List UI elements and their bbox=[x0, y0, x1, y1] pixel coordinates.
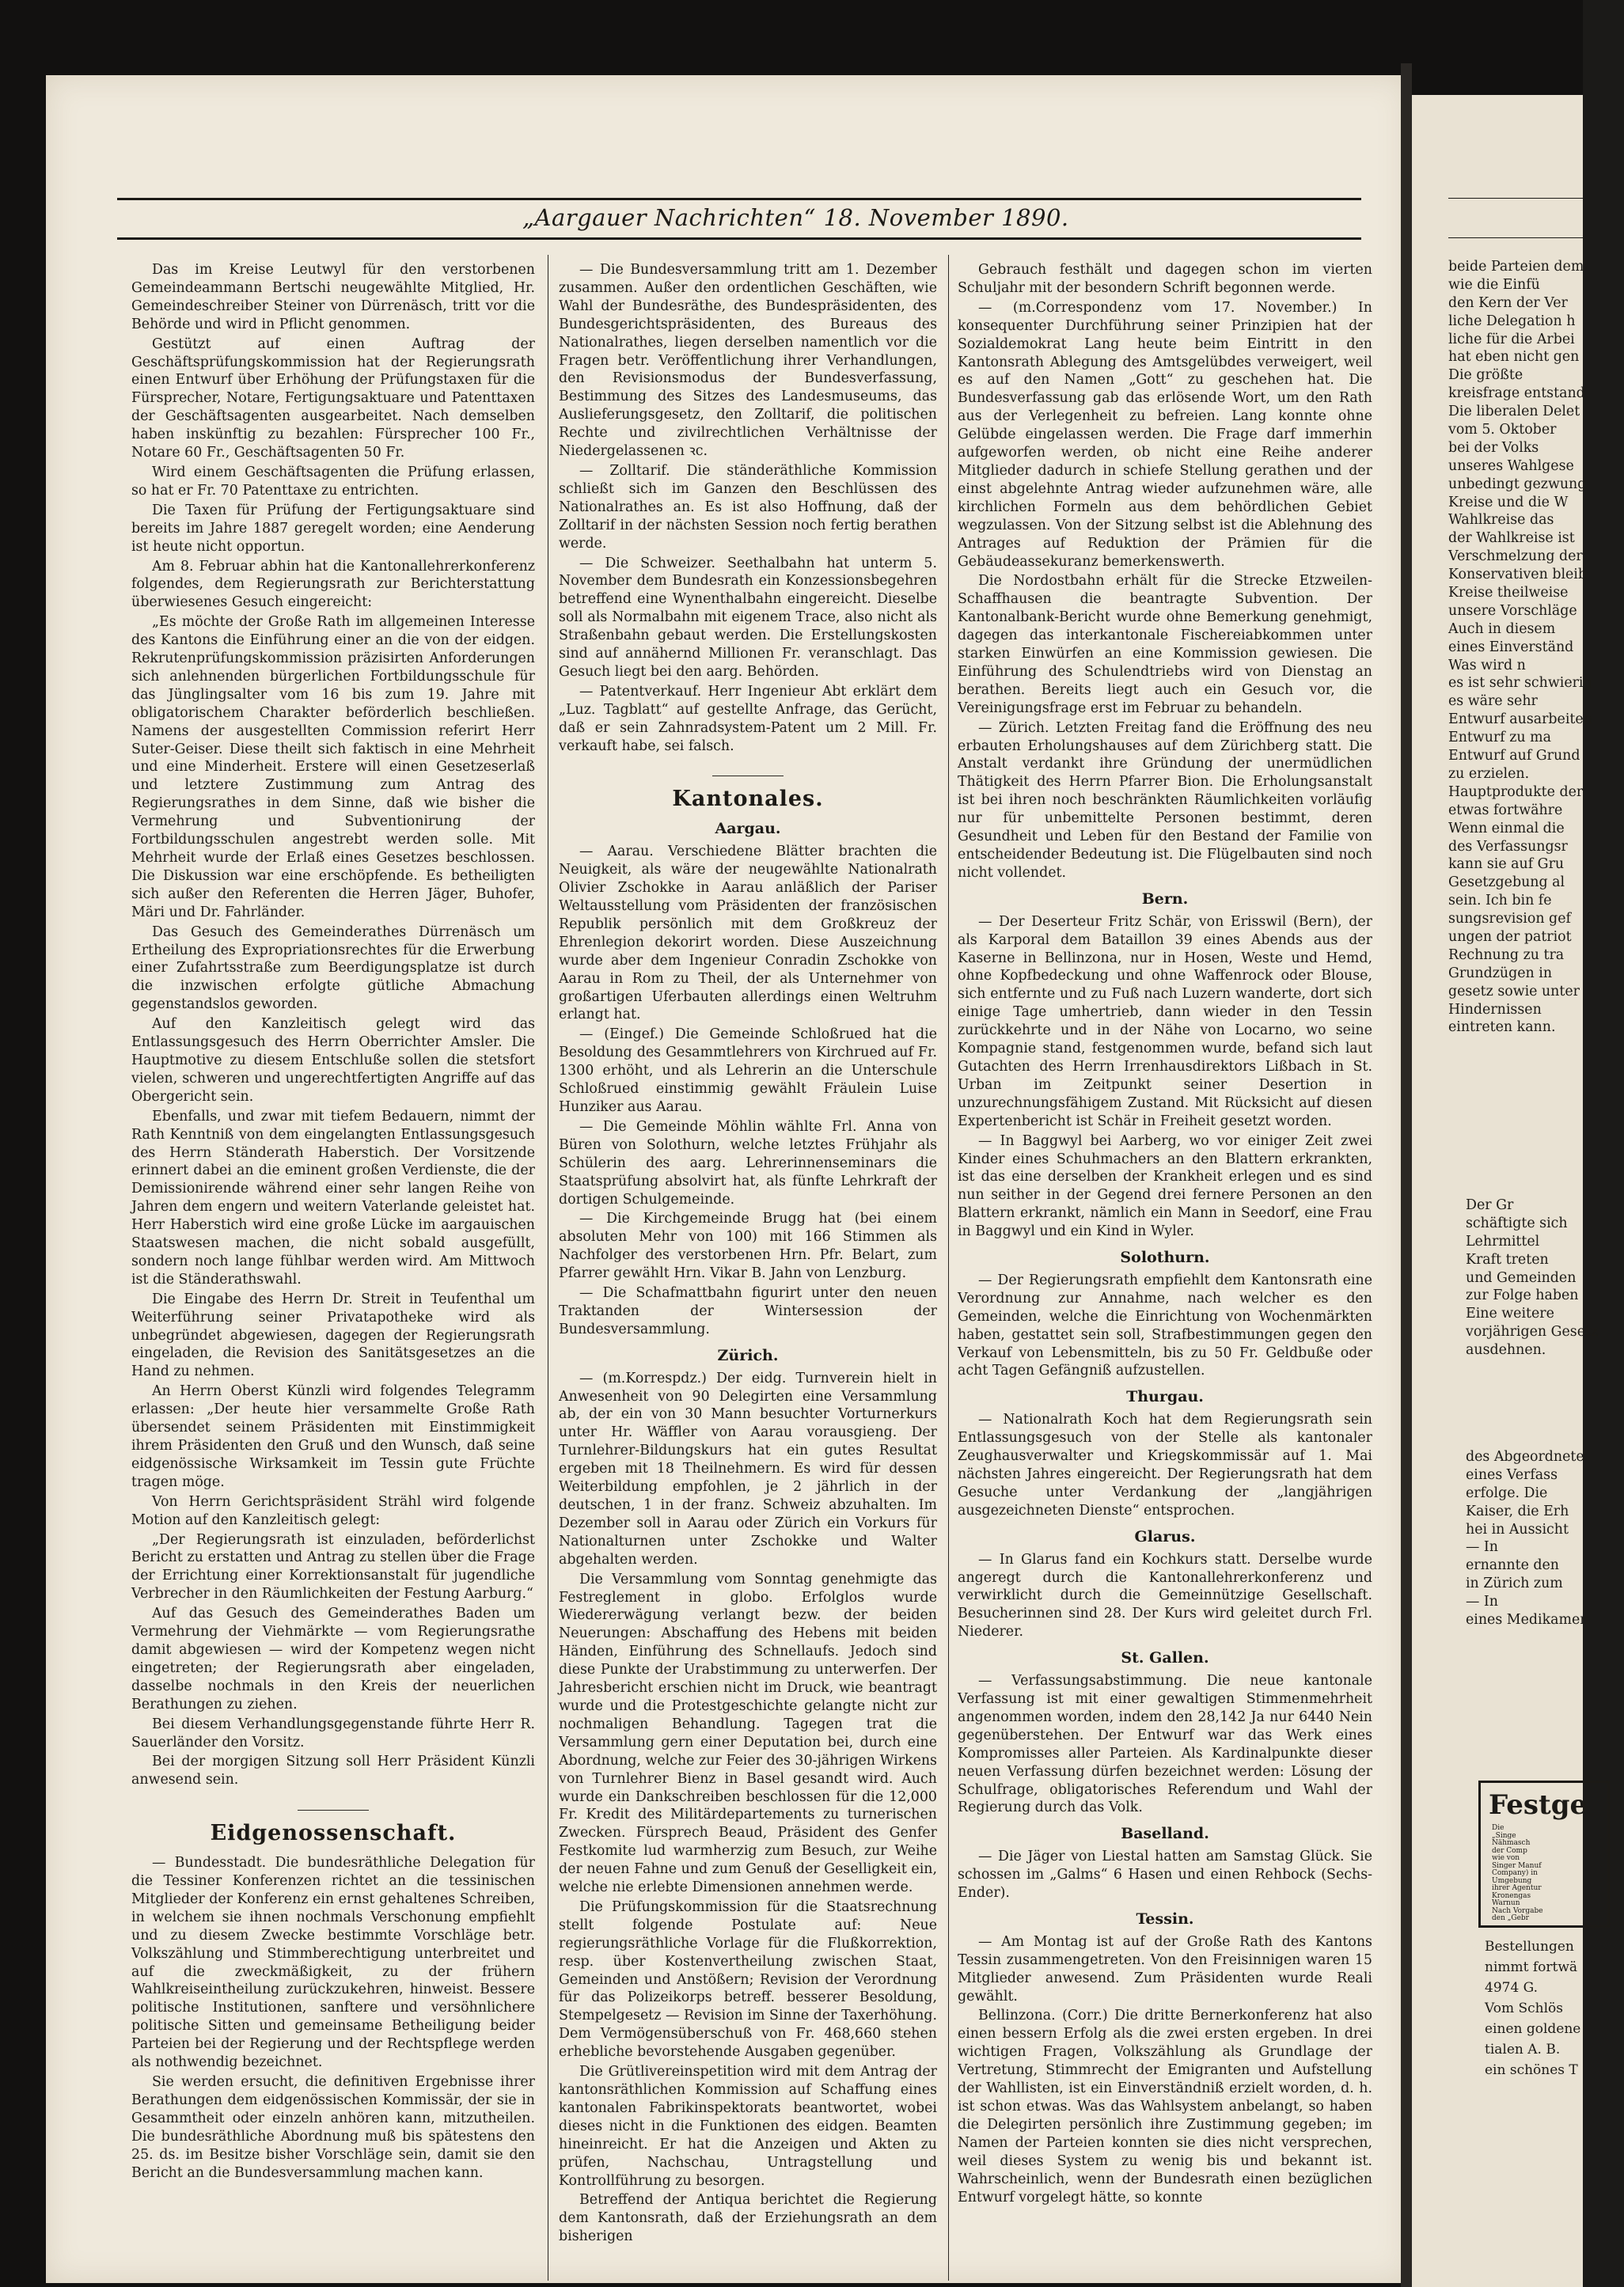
article-paragraph: — Die Schweizer. Seethalbahn hat unterm 5. November dem Bundesrath ein Konzessionsbegehren betreffend eine Wynenthalbahn eingereicht. Dieselbe soll als Normalbahn mit eigenem Trace, also nicht als Straßenbahn gebaut werden. Die Erstellungskosten sind auf annähernd Millionen Fr. veranschlagt. Das Gesuch liegt bei den aarg. Behörden. bbox=[559, 555, 937, 680]
text-line: Grundzügen in bbox=[1448, 965, 1553, 981]
column-3 bbox=[958, 261, 1372, 2283]
article-paragraph: — In Glarus fand ein Kochkurs statt. Derselbe wurde angeregt durch die Kantonallehrerkonferenz und verwirklicht durch die Gemeinnützige Gesellschaft. Besucherinnen sind 28. Der Kurs wird geleitet durch Frl. Niederer. bbox=[958, 1551, 1372, 1640]
column-divider-2 bbox=[948, 255, 949, 2281]
article-paragraph: — Verfassungsabstimmung. Die neue kantonale Verfassung ist mit einer gewaltigen Stimmenmehrheit angenommen worden, indem den 28,142 Ja nur 6440 Nein gegenüberstehen. Der Entwurf war das Werk eines Kompromisses aller Parteien. Als Kardinalpunkte dieser neuen Verfassung dürfen bezeichnet werden: Lösung der Schulfrage, obligatorisches Referendum und Wahl der Regierung durch das Volk. bbox=[958, 1673, 1372, 1816]
advertisement-line: Kronengas bbox=[1492, 1891, 1531, 1900]
text-line: des Verfassungsr bbox=[1448, 838, 1568, 855]
text-line: Was wird n bbox=[1448, 657, 1526, 673]
article-paragraph: Die Taxen für Prüfung der Fertigungsaktuare sind bereits im Jahre 1887 geregelt worden; eine Aenderung ist heute nicht opportun. bbox=[131, 502, 535, 555]
text-line: Wahlkreise das bbox=[1448, 512, 1554, 529]
article-paragraph: Ebenfalls, und zwar mit tiefem Bedauern, nimmt der Rath Kenntniß von dem eingelangten Entlassungsgesuch des Herrn Ständerath Haberstich. Der Vorsitzende erinnert dabei an die eminent großen Verdienste, die der Demissionirende während einer sehr langen Reihe von Jahren dem engern und weitern Vaterlande geleistet hat. Herr Haberstich wird eine große Lücke im aargauischen Staatswesen machen, die nicht sobald ausgefüllt, sondern noch lange fühlbar werden wird. Am Mittwoch ist die Ständerathswahl. bbox=[131, 1108, 535, 1288]
text-line: vorjährigen Gesetz bbox=[1466, 1324, 1599, 1341]
advertisement-line: Nach Vorgabe bbox=[1492, 1906, 1543, 1915]
text-line: Eine weitere bbox=[1466, 1306, 1554, 1322]
article-paragraph: — Nationalrath Koch hat dem Regierungsrath sein Entlassungsgesuch von der Stelle als kantonaler Zeughausverwalter und Kriegskommissär auf 1. Mai nächsten Jahres eingereicht. Der Regierungsrath hat dem Gesuche unter Verdankung der „langjährigen ausgezeichneten Dienste“ entsprochen. bbox=[958, 1412, 1372, 1519]
text-line: Gesetzgebung al bbox=[1448, 874, 1565, 891]
subsection-articles bbox=[958, 1411, 1372, 1519]
adjacent-page-text-middle bbox=[1466, 1197, 1624, 1360]
column-1-articles bbox=[131, 261, 535, 1789]
article-paragraph: — Am Montag ist auf der Große Rath des Kantons Tessin zusammengetreten. Von den Freisinnigen waren 15 Mitglieder anwesend. Zum Präsidenten wurde Reali gewählt. bbox=[958, 1933, 1372, 2004]
text-line: eintreten kann. bbox=[1448, 1019, 1556, 1036]
advertisement-line: wie von bbox=[1492, 1854, 1520, 1862]
advertisement-line: der Comp bbox=[1492, 1846, 1527, 1855]
article-paragraph: Die Eingabe des Herrn Dr. Streit in Teufenthal um Weiterführung seiner Privatapotheke wird als unbegründet abgewiesen, dagegen der Regierungsrath eingeladen, die Revision des Sanitätsgesetzes an die Hand zu nehmen. bbox=[131, 1291, 535, 1380]
article-paragraph: — Der Deserteur Fritz Schär, von Erisswil (Bern), der als Karporal dem Bataillon 39 eines Abends aus der Kaserne in Bellinzona, nur in Hosen, Weste und Hemd, ohne Kopfbedeckung und ohne Waffenrock oder Blouse, sich entfernte und zu Fuß nach Luzern wanderte, dort sich einige Tage umhertrieb, dann wieder in den Tessin zurückkehrte und in der Nähe von Locarno, wo seine Kompagnie stand, festgenommen wurde, befand sich laut Gutachten des Herrn Irrenhausdirektors Lißbach in St. Urban im Zeitpunkt seiner Desertion in unzurechnungsfähigem Zustand. Mit Rücksicht auf diesen Expertenbericht ist Schär in Freiheit gesetzt worden. bbox=[958, 913, 1372, 1129]
article-paragraph: An Herrn Oberst Künzli wird folgendes Telegramm erlassen: „Der heute hier versammelte Große Rath übersendet seinem Präsidenten mit Einstimmigkeit ihrem Präsidenten den Gruß und den Wunsch, daß seine eidgenössische Wirksamkeit im Tessin gute Früchte tragen möge. bbox=[131, 1383, 535, 1490]
advertisement-footer-line: Vom Schlös bbox=[1485, 2001, 1563, 2016]
text-line: und Gemeinden bbox=[1466, 1269, 1577, 1286]
text-line: kann sie auf Gru bbox=[1448, 856, 1565, 873]
article-paragraph: — Die Gemeinde Möhlin wählte Frl. Anna von Büren von Solothurn, welche letztes Frühjahr als Schülerin des aarg. Lehrerinnenseminars die Staatsprüfung absolvirt hat, als fünfte Lehrkraft der dortigen Schulgemeinde. bbox=[559, 1118, 937, 1208]
subsection-articles bbox=[958, 913, 1372, 1241]
article-paragraph: — Aarau. Verschiedene Blätter brachten die Neuigkeit, als wäre der neugewählte Nationalrath Olivier Zschokke in Aarau anläßlich der Pariser Weltausstellung vom Präsidenten der französischen Republik persönlich mit dem Großkreuz der Ehrenlegion dekorirt worden. Diese Auszeichnung wurde aber dem Ingenieur Conradin Zschokke von Aarau in Rom zu Theil, der als Unternehmer von großartigen Uferbauten allerdings einen Weltruhm erlangt hat. bbox=[559, 844, 937, 1023]
text-line: Entwurf auf Grund bbox=[1448, 748, 1580, 764]
article-paragraph: Bellinzona. (Corr.) Die dritte Bernerkonferenz hat also einen bessern Erfolg als die zwei ersten ergeben. In drei wichtigen Fragen, Volkszählung als Grundlage der Vertretung, Stimmrecht der Emigranten und Aufstellung der Wahllisten, ist ein Einverständniß erzielt worden, d. h. ist schon etwas. Was das Wahlsystem anbelangt, so haben die Delegirten persönlich ihre Zustimmung gegeben; im Namen der Parteien konnten sie dies nicht versprechen, weil dieses System zu wenig bis und bekannt ist. Wahrscheinlich, wenn der Bundesrath einen bezüglichen Entwurf vorgelegt hätte, so konnte bbox=[958, 2008, 1372, 2205]
text-line: eines Medikamen bbox=[1466, 1612, 1589, 1629]
subsection-articles bbox=[958, 1551, 1372, 1642]
article-paragraph: Auf den Kanzleitisch gelegt wird das Entlassungsgesuch des Herrn Oberrichter Amsler. Die Hauptmotive zu diesem Entschluße sollen die stetsfort vielen, schweren und ungerechtfertigten Angriffe auf das Obergericht sein. bbox=[131, 1016, 535, 1105]
article-paragraph: „Es möchte der Große Rath im allgemeinen Interesse des Kantons die Einführung einer an die von der eidgen. Rekrutenprüfungskommission präzisirten Anforderungen sich anlehnenden bürgerlichen Fortbildungsschule für das Jünglingsalter vom 16 bis zum 19. Jahre mit obligatorischem Charakter beförderlich beschließen. Namens der ausgestellten Commission referirt Herr Suter-Geiser. Diese theilt sich faktisch in eine Mehrheit und eine Minderheit. Erstere will einen Gesetzeserlaß und letztere Zustimmung zum Antrag des Regierungsrathes in dem Sinne, daß wie bisher die Vermehrung und Subventionirung der Fortbildungsschulen angestrebt werden solle. Mit Mehrheit wurde der Erlaß eines Gesetzes beschlossen. Die Diskussion war eine erschöpfende. Es betheiligten sich außer den Referenten die Herren Jäger, Buhofer, Märi und Dr. Fahrländer. bbox=[131, 614, 535, 920]
text-line: eines Einverständ bbox=[1448, 639, 1574, 655]
subsection-title: Thurgau. bbox=[1126, 1388, 1204, 1406]
text-line: unsere Vorschläge bbox=[1448, 602, 1577, 619]
text-line: liche für die Arbei bbox=[1448, 331, 1575, 347]
text-line: etwas fortwähre bbox=[1448, 802, 1563, 818]
article-paragraph: Die Grütlivereinspetition wird mit dem Antrag der kantonsräthlichen Kommission auf Schaffung eines kantonalen Fabrikinspektorats beantwortet, wobei dieses nicht in die Funktionen des eidgen. Beamten hineinreicht. Er hat die Anzeigen und Akten zu prüfen, Nachschau, Untragstellung und Kontrollführung zu besorgen. bbox=[559, 2064, 937, 2189]
text-line: zur Folge haben bbox=[1466, 1288, 1579, 1304]
article-paragraph: — Die Jäger von Liestal hatten am Samstag Glück. Sie schossen im „Galms“ 6 Hasen und einen Rehbock (Sechs-Ender). bbox=[958, 1849, 1372, 1902]
header-rule-top bbox=[117, 198, 1361, 200]
column-2-articles bbox=[559, 261, 937, 755]
text-line: Kraft treten bbox=[1466, 1251, 1549, 1268]
section-title-kantonales: Kantonales. bbox=[672, 787, 824, 812]
eidgenossenschaft-articles bbox=[131, 1854, 535, 2182]
article-paragraph: Gestützt auf einen Auftrag der Geschäftsprüfungskommission hat der Regierungsrath einen Entwurf über Erhöhung der Prüfungstaxen für die Fürsprecher, Notare, Fertigungsaktuare und Patenttaxen der Geschäftsagenten ausgearbeitet. Nach demselben haben inskünftig zu bezahlen: Fürsprecher 100 Fr., Notare 60 Fr., Geschäftsagenten 50 Fr. bbox=[131, 336, 535, 461]
text-line: unbedingt gezwung bbox=[1448, 476, 1587, 492]
advertisement-footer-line: ein schönes T bbox=[1485, 2062, 1578, 2078]
text-line: Wenn einmal die bbox=[1448, 820, 1565, 836]
article-paragraph: — Der Regierungsrath empfiehlt dem Kantonsrath eine Verordnung zur Annahme, nach welcher es den Gemeinden, welche die Einrichtung von Wochenmärkten haben, gestattet sein soll, Strafbestimmungen gegen den Verkauf von Lebensmitteln, bis zu 50 Fr. Geldbuße oder acht Tagen Gefängniß aufzustellen. bbox=[958, 1272, 1372, 1379]
article-paragraph: Am 8. Februar abhin hat die Kantonallehrerkonferenz folgendes, dem Regierungsrath zur Berichterstattung überwiesenes Gesuch eingereicht: bbox=[131, 558, 535, 611]
article-paragraph: Gebrauch festhält und dagegen schon im vierten Schuljahr mit der besondern Schrift begonnen werde. bbox=[958, 262, 1372, 296]
text-line: Hauptprodukte der bbox=[1448, 783, 1584, 800]
text-line: beide Parteien dem bbox=[1448, 259, 1584, 275]
text-line: liche Delegation h bbox=[1448, 313, 1576, 329]
subsection-articles bbox=[958, 1272, 1372, 1380]
subsection-title: Tessin. bbox=[1136, 1910, 1194, 1928]
subsection-articles bbox=[958, 1672, 1372, 1817]
section-title-eidgenossenschaft: Eidgenossenschaft. bbox=[210, 1821, 457, 1846]
text-line: schäftigte sich bbox=[1466, 1215, 1568, 1231]
advertisement-footer-line: 4974 G. bbox=[1485, 1980, 1539, 1996]
subsection-title: St. Gallen. bbox=[1121, 1649, 1209, 1667]
text-line: Entwurf ausarbeiten bbox=[1448, 711, 1592, 728]
text-line: vom 5. Oktober bbox=[1448, 422, 1557, 438]
text-line: hat eben nicht gen bbox=[1448, 349, 1580, 366]
advertisement-line: Warnun bbox=[1492, 1899, 1520, 1907]
subsection-title: Baselland. bbox=[1121, 1825, 1209, 1843]
subsection-title: Solothurn. bbox=[1120, 1249, 1210, 1267]
article-paragraph: Bei diesem Verhandlungsgegenstande führte Herr R. Sauerländer den Vorsitz. bbox=[131, 1716, 535, 1750]
text-line: Kreise theilweise bbox=[1448, 585, 1569, 601]
page-gutter bbox=[1401, 63, 1412, 2287]
text-line: eines Verfass bbox=[1466, 1466, 1558, 1483]
subsection-title-aargau: Aargau. bbox=[715, 820, 781, 838]
advertisement-line: ihrer Agentur bbox=[1492, 1884, 1542, 1892]
text-line: der Wahlkreise ist bbox=[1448, 530, 1575, 547]
article-paragraph: — In Baggwyl bei Aarberg, wo vor einiger Zeit zwei Kinder eines Schuhmachers an den Blattern erkrankten, ist das eine derselben der Krankheit erlegen und es sind nun seither in der Gegend drei fernere Personen an den Blattern erkrankt, nämlich ein Mann in Seedorf, eine Frau in Baggwyl und ein Kind in Wyler. bbox=[958, 1132, 1372, 1240]
text-line: Lehrmittel bbox=[1466, 1233, 1540, 1250]
article-paragraph: — (m.Correspondenz vom 17. November.) In konsequenter Durchführung seiner Prinzipien hat der Sozialdemokrat Lang heute beim Eintritt in den Kantonsrath Ablegung des Amtsgelübdes verweigert, weil es auf den Namen „Gott“ zu geschehen hat. Die Bundesverfassung gab das erlösende Wort, um den Rath aus der Verlegenheit zu befreien. Lang konnte ohne Gelübde eingelassen werden. Die Frage darf immerhin aufgeworfen werden, ob nicht eine Reihe anderer Mitglieder dadurch in schiefe Stellung gerathen und der einst abgelehnte Antrag wieder aufzunehmen wäre, alle kirchlichen Formeln aus dem behördlichen Gebiet wegzulassen. Von der Sitzung selbst ist die Ablehnung des Antrages auf Reduktion der Prämien für die Gebäudeassekuranz bemerkenswerth. bbox=[958, 299, 1372, 570]
article-paragraph: — Die Schafmattbahn figurirt unter den neuen Traktanden der Wintersession der Bundesversammlung. bbox=[559, 1285, 937, 1337]
article-paragraph: Die Versammlung vom Sonntag genehmigte das Festreglement in globo. Erfolglos wurde Wiedererwägung verlangt bezw. der beiden Neuerungen: Abschaffung des Hebens mit beiden Händen, Einführung des Schnellaufs. Jedoch sind diese Punkte der Urabstimmung zu unterwerfen. Der Jahresbericht erschien nicht im Druck, wie beantragt wurde und die Protestgeschichte gelangte nicht zur nochmaligen Behandlung. Tagegen trat die Versammlung gern einer Deputation bei, durch eine Abordnung, welche zur Feier des 30-jährigen Wirkens von Turnlehrer Bienz in Basel gesandt wird. Auch wurde ein Dankschreiben beschlossen für die 12,000 Fr. Kredit des Militärdepartements zu turnerischen Zwecken. Fürsprech Beaud, Präsident des Genfer Festkomite lud warmherzig zum Besuch, zur Weihe der neuen Fahne und zum Genuß der Geselligkeit ein, welche nie erlebte Dimensionen annehmen werde. bbox=[559, 1571, 937, 1896]
page2-header-rule-top bbox=[1448, 198, 1583, 199]
adjacent-page-text-upper bbox=[1448, 258, 1607, 1037]
article-paragraph: „Der Regierungsrath ist einzuladen, beförderlichst Bericht zu erstatten und Antrag zu stellen über die Frage der Errichtung einer Korrektionsanstalt für jugendliche Verbrecher in den Räumlichkeiten der Festung Aarburg.“ bbox=[131, 1531, 535, 1602]
advertisement-footer-line: Bestellungen bbox=[1485, 1939, 1574, 1955]
advertisement-line: Die bbox=[1492, 1824, 1504, 1832]
text-line: sungsrevision gef bbox=[1448, 911, 1571, 927]
advertisement-line: Umgebung bbox=[1492, 1876, 1532, 1885]
article-paragraph: Betreffend der Antiqua berichtet die Regierung dem Kantonsrath, daß der Erziehungsrath an dem bisherigen bbox=[559, 2192, 937, 2245]
text-line: kreisfrage entstand bbox=[1448, 385, 1585, 402]
header-rule-bottom bbox=[117, 237, 1361, 240]
article-paragraph: Von Herrn Gerichtspräsident Strähl wird folgende Motion auf den Kanzleitisch gelegt: bbox=[131, 1493, 535, 1528]
text-line: Rechnung zu tra bbox=[1448, 946, 1565, 963]
article-paragraph: — Zürich. Letzten Freitag fand die Eröffnung des neu erbauten Erholungshauses auf dem Zürichberg statt. Die Anstalt verdankt ihre Gründung der unermüdlichen Thätigkeit des Herrn Pfarrer Bion. Die Erholungsanstalt ist bei ihren noch beschränkten Räumlichkeiten vorläufig nur für unbemittelte Personen bestimmt, deren Gesundheit und Leben für den Bestand der Familie von entscheidender Bedeutung ist. Die Flügelbauten sind noch nicht vollendet. bbox=[958, 719, 1372, 881]
text-line: bei der Volks bbox=[1448, 439, 1539, 456]
text-line: es wäre sehr bbox=[1448, 693, 1538, 710]
article-paragraph: — Zolltarif. Die ständeräthliche Kommission schließt sich im Ganzen den Beschlüssen des Nationalrathes an. Es ist also Hoffnung, daß der Zolltarif in der nächsten Session noch fertig berathen werde. bbox=[559, 462, 937, 552]
advertisement-title: Festge bbox=[1489, 1789, 1588, 1821]
advertisement-line: Singer Manuf bbox=[1492, 1861, 1542, 1870]
text-line: Die liberalen Delet bbox=[1448, 404, 1580, 420]
article-paragraph: Die Nordostbahn erhält für die Strecke Etzweilen-Schaffhausen die beantragte Subvention. Der Kantonalbank-Bericht wurde ohne Bemerkung genehmigt, dagegen das interkantonale Fischereiabkommen unter starken Einwürfen an eine Kommission gewiesen. Die Einführung des Schulendtriebs wird von Dienstag an berathen. Bereits liegt auch ein Gesuch vor, die Vereinigungsfrage erst im Februar zu behandeln. bbox=[958, 573, 1372, 716]
subsection-title: Glarus. bbox=[1134, 1527, 1196, 1546]
text-line: hei in Aussicht bbox=[1466, 1521, 1569, 1538]
text-line: — In bbox=[1466, 1594, 1498, 1610]
text-line: Verschmelzung der bbox=[1448, 548, 1583, 565]
text-line: in Zürich zum bbox=[1466, 1576, 1563, 1592]
text-line: des Abgeordnete bbox=[1466, 1449, 1584, 1465]
article-paragraph: Bei der morgigen Sitzung soll Herr Präsident Künzli anwesend sein. bbox=[131, 1754, 535, 1788]
text-line: Hindernissen bbox=[1448, 1001, 1542, 1018]
article-paragraph: Die Prüfungskommission für die Staatsrechnung stellt folgende Postulate auf: Neue regierungsräthliche Vorlage für die Flußkorrektion, resp. über Kostenvertheilung zwischen Staat, Gemeinden und Anstößern; Revision der Verordnung für das Polizeikorps betreff. besserer Besoldung, Stempelgesetz — Revision im Sinne der Taxerhöhung. Dem Vermögensüberschuß von Fr. 468,660 stehen erhebliche bevorstehende Ausgaben gegenüber. bbox=[559, 1898, 937, 2061]
text-line: Auch in diesem bbox=[1448, 620, 1556, 637]
advertisement-line: Company) in bbox=[1492, 1869, 1538, 1877]
article-paragraph: Das Gesuch des Gemeinderathes Dürrenäsch um Ertheilung des Expropriationsrechtes für die Erwerbung einer Zufahrtsstraße zum Beerdigungsplatze ist durch die inzwischen erfolgte gütliche Abmachung gegenstandslos geworden. bbox=[131, 924, 535, 1013]
text-line: Kreise und die W bbox=[1448, 494, 1569, 510]
advertisement-footer-line: tialen A. B. bbox=[1485, 2042, 1561, 2058]
text-line: den Kern der Ver bbox=[1448, 294, 1568, 311]
column-3-cantonal-sections bbox=[958, 890, 1372, 2207]
article-paragraph: — Die Bundesversammlung tritt am 1. Dezember zusammen. Außer den ordentlichen Geschäften, wie Wahl der Bundesräthe, des Bundespräsidenten, des Bundesgerichtspräsidenten, des Bureaus des Nationalrathes, liegen derselben namentlich vor die Fragen betr. Veröffentlichung ihrer Verhandlungen, den Revisionsmodus der Bundesverfassung, Bestimmung des Sitzes des Landesmuseums, das Auslieferungsgesetz, den Zolltarif, die politischen Rechte und zivilrechtlichen Verhältnisse der Niedergelassenen ꝛc. bbox=[559, 262, 937, 460]
section-separator bbox=[298, 1810, 369, 1811]
article-paragraph: — Die Kirchgemeinde Brugg hat (bei einem absoluten Mehr von 100) mit 166 Stimmen als Nachfolger des verstorbenen Hrn. Pfr. Belart, zum Pfarrer gewählt Hrn. Vikar B. Jahn von Lenzburg. bbox=[559, 1211, 937, 1282]
article-paragraph: — (Eingef.) Die Gemeinde Schloßrued hat die Besoldung des Gesammtlehrers von Kirchrued auf Fr. 1300 erhöht, und als Lehrerin an die Unterschule Schloßrued einstimmig gewählt Fräulein Luise Hunziker aus Aarau. bbox=[559, 1026, 937, 1115]
article-paragraph: — (m.Korrespdz.) Der eidg. Turnverein hielt in Anwesenheit von 90 Delegirten eine Versammlung ab, der ein von 30 Mann besuchter Vorturnerkurs unter Hr. Wäffler von Aarau vorausgieng. Der Turnlehrer-Bildungskurs hat ein gutes Resultat ergeben mit 18 Theilnehmern. Es wird für dessen Weiterbildung empfohlen, je 2 jährlich in der deutschen, 1 in der franz. Schweiz abzuhalten. Im Dezember soll in Aarau oder Zürich ein Vorkurs für Nationalturnen unter Zschokke und Walter abgehalten werden. bbox=[559, 1370, 937, 1568]
page-header-title: „Aargauer Nachrichten“ 18. November 1890. bbox=[522, 204, 1069, 231]
text-line: Der Gr bbox=[1466, 1197, 1514, 1213]
advertisement-footer-line: nimmt fortwä bbox=[1485, 1959, 1578, 1975]
article-paragraph: Auf das Gesuch des Gemeinderathes Baden um Vermehrung der Viehmärkte — vom Regierungsrathe damit abgewiesen — wird der Kompetenz wegen nicht eingetreten; der Regierungsrath aber eingeladen, dasselbe nochmals in den Kreis der neuerlichen Berathungen zu ziehen. bbox=[131, 1606, 535, 1712]
text-line: unseres Wahlgese bbox=[1448, 457, 1574, 474]
advertisement-box bbox=[1478, 1781, 1610, 1928]
text-line: erfolge. Die bbox=[1466, 1485, 1548, 1501]
text-line: ungen der patriot bbox=[1448, 928, 1572, 945]
page2-header-rule-bottom bbox=[1448, 237, 1583, 238]
column-1 bbox=[131, 261, 535, 2283]
advertisement-line: „Singe bbox=[1492, 1831, 1516, 1840]
text-line: gesetz sowie unter bbox=[1448, 983, 1580, 999]
text-line: sein. Ich bin fe bbox=[1448, 893, 1552, 909]
advertisement-footer-line: einen goldene bbox=[1485, 2021, 1581, 2037]
advertisement-line: Nähmasch bbox=[1492, 1839, 1531, 1847]
text-line: Die größte bbox=[1448, 367, 1523, 384]
article-paragraph: Wird einem Geschäftsagenten die Prüfung erlassen, so hat er Fr. 70 Patenttaxe zu entrichten. bbox=[131, 464, 535, 499]
zurich-articles bbox=[559, 1370, 937, 2247]
column-2 bbox=[559, 261, 937, 2283]
article-paragraph: — Patentverkauf. Herr Ingenieur Abt erklärt dem „Luz. Tagblatt“ auf gestellte Anfrage, das Gerücht, daß er sein Zahnradsystem-Patent um 2 Mill. Fr. verkauft habe, sei falsch. bbox=[559, 683, 937, 754]
subsection-title-zurich: Zürich. bbox=[717, 1346, 779, 1364]
text-line: — In bbox=[1466, 1539, 1498, 1556]
subsection-articles bbox=[958, 1848, 1372, 1902]
text-line: Kaiser, die Erh bbox=[1466, 1503, 1569, 1519]
text-line: wie die Einfü bbox=[1448, 276, 1540, 293]
column-3-articles bbox=[958, 261, 1372, 882]
text-line: zu erzielen. bbox=[1448, 765, 1530, 782]
subsection-title: Bern. bbox=[1141, 889, 1189, 908]
advertisement-line: den „Gebr bbox=[1492, 1914, 1529, 1922]
article-paragraph: Das im Kreise Leutwyl für den verstorbenen Gemeindeammann Bertschi neugewählte Mitglied, Hr. Gemeindeschreiber Steiner von Dürrenäsch, tritt vor die Behörde und wird in Pflicht genommen. bbox=[131, 262, 535, 332]
aargau-articles bbox=[559, 843, 937, 1338]
text-line: Entwurf zu ma bbox=[1448, 730, 1551, 746]
adjacent-page-text-lower bbox=[1466, 1448, 1624, 1629]
article-paragraph: — Bundesstadt. Die bundesräthliche Delegation für die Tessiner Konferenzen richtet an die tessinischen Mitglieder der Konferenz ein ernst gehaltenes Schreiben, in welchem sie ihnen nochmals Verschonung empfiehlt und zu diesem Zwecke bestimmte Vorschläge betr. Volkszählung und Stimmberechtigung unterbreitet und auf die zweckmäßigkeit, zu der frühern Wahlkreiseintheilung zurückzukehren, hinweist. Bessere politische Institutionen, sanftere und versöhnlichere politische Sitten und gemeinsame Betheiligung beider Parteien bei der Regierung und der Rechtspflege werden als nothwendig bezeichnet. bbox=[131, 1855, 535, 2071]
text-line: es ist sehr schwierig bbox=[1448, 675, 1592, 692]
article-paragraph: Sie werden ersucht, die definitiven Ergebnisse ihrer Berathungen dem eidgenössischen Kommissär, der sie in Gesammtheit oder einzeln anhören kann, mitzutheilen. Die bundesräthliche Abordnung muß bis spätestens den 25. ds. im Besitze bisher Vorschläge sein, damit sie den Bericht an die Bundesversammlung machen kann. bbox=[131, 2074, 535, 2181]
subsection-articles bbox=[958, 1933, 1372, 2207]
text-line: ernannte den bbox=[1466, 1557, 1560, 1574]
text-line: ausdehnen. bbox=[1466, 1342, 1546, 1359]
text-line: Konservativen bleib bbox=[1448, 567, 1587, 583]
